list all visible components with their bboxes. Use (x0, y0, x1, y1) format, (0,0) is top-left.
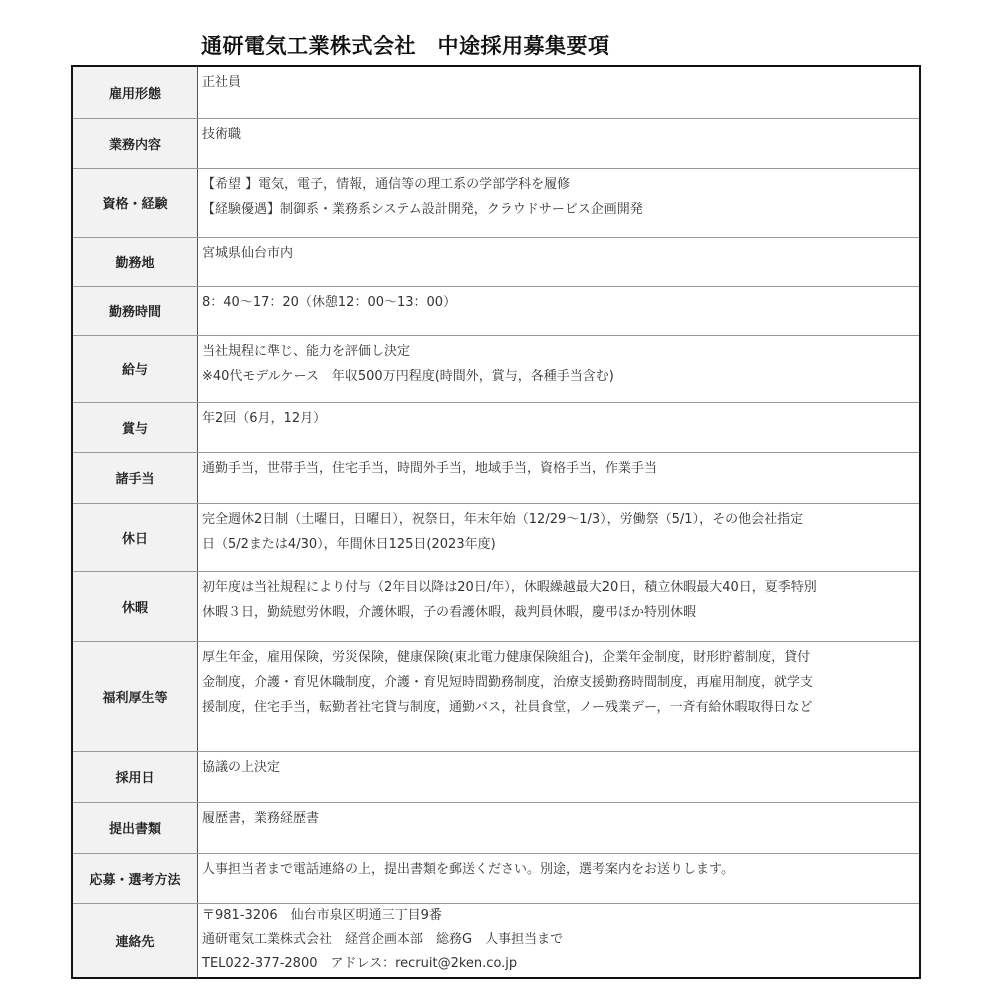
row-job-description (72, 118, 920, 168)
row-value (198, 402, 921, 452)
row-salary (72, 335, 920, 402)
row-label: 業務内容 (72, 118, 198, 168)
row-value (198, 641, 921, 751)
value-line: 厚生年金，雇用保険，労災保険，健康保険(東北電力健康保険組合)，企業年金制度，財形貯蓄制度，貸付 (202, 649, 811, 665)
value-line: 年2回（6月，12月） (202, 410, 327, 426)
row-value (198, 118, 921, 168)
row-work-hours (72, 286, 920, 335)
row-value (198, 903, 921, 978)
row-label: 給与 (72, 335, 198, 402)
value-line: 人事担当者まで電話連絡の上，提出書類を郵送ください。別途，選考案内をお送りします。 (202, 861, 734, 877)
row-label: 休日 (72, 503, 198, 571)
row-contact (72, 903, 920, 978)
row-label: 勤務地 (72, 237, 198, 286)
row-value (198, 571, 921, 641)
row-label: 諸手当 (72, 452, 198, 503)
value-line: 【希望 】電気，電子，情報，通信等の理工系の学部学科を履修 (202, 176, 571, 192)
value-line: 通勤手当，世帯手当，住宅手当，時間外手当，地域手当，資格手当，作業手当 (202, 460, 658, 476)
row-value (198, 503, 921, 571)
row-label: 福利厚生等 (72, 641, 198, 751)
value-line: 宮城県仙台市内 (202, 245, 294, 261)
value-line: 援制度，住宅手当，転勤者社宅貸与制度，通勤バス，社員食堂，ノー残業デー，一斉有給休暇取得日など (202, 699, 813, 715)
row-value (198, 853, 921, 903)
row-label: 雇用形態 (72, 66, 198, 118)
row-value (198, 66, 921, 118)
row-leave (72, 571, 920, 641)
row-bonus (72, 402, 920, 452)
value-line: 8：40～17：20（休憩12：00～13：00） (202, 294, 457, 310)
page-title: 通研電気工業株式会社 中途採用募集要項 (201, 34, 610, 58)
recruitment-table (71, 65, 921, 979)
row-label: 応募・選考方法 (72, 853, 198, 903)
row-employment-type (72, 66, 920, 118)
value-line: ※40代モデルケース 年収500万円程度(時間外，賞与，各種手当含む) (202, 368, 614, 384)
value-line: 金制度，介護・育児休職制度，介護・育児短時間勤務制度，治療支援勤務時間制度，再雇用制度，就学支 (202, 674, 814, 690)
row-label: 休暇 (72, 571, 198, 641)
value-line: 通研電気工業株式会社 経営企画本部 総務G 人事担当まで (202, 931, 564, 947)
row-allowances (72, 452, 920, 503)
row-value (198, 751, 921, 802)
row-value (198, 286, 921, 335)
row-value (198, 168, 921, 237)
row-label: 採用日 (72, 751, 198, 802)
value-line: 正社員 (202, 75, 242, 90)
value-line: 協議の上決定 (202, 759, 281, 775)
value-line: 技術職 (202, 126, 242, 142)
value-line: 〒981-3206 仙台市泉区明通三丁目9番 (202, 907, 442, 923)
row-label: 連絡先 (72, 903, 198, 978)
value-line: 日（5/2または4/30），年間休日125日(2023年度) (202, 536, 496, 552)
row-label: 資格・経験 (72, 168, 198, 237)
value-line: 履歴書，業務経歴書 (202, 810, 320, 826)
row-work-location (72, 237, 920, 286)
row-start-date (72, 751, 920, 802)
row-value (198, 452, 921, 503)
row-qualifications (72, 168, 920, 237)
row-documents (72, 802, 920, 853)
row-value (198, 335, 921, 402)
row-label: 勤務時間 (72, 286, 198, 335)
value-line: TEL022-377-2800 アドレス：recruit@2ken.co.jp (202, 955, 518, 971)
value-line: 初年度は当社規程により付与（2年目以降は20日/年），休暇繰越最大20日，積立休暇最大40日，夏季特別 (202, 579, 817, 595)
row-application-method (72, 853, 920, 903)
row-holidays (72, 503, 920, 571)
value-line: 完全週休2日制（土曜日，日曜日），祝祭日，年末年始（12/29～1/3），労働祭（5/1），その他会社指定 (202, 511, 804, 527)
value-line: 休暇３日，勤続慰労休暇，介護休暇，子の看護休暇，裁判員休暇，慶弔ほか特別休暇 (202, 604, 697, 620)
row-label: 提出書類 (72, 802, 198, 853)
row-value (198, 237, 921, 286)
row-value (198, 802, 921, 853)
value-line: 当社規程に準じ、能力を評価し決定 (202, 343, 411, 359)
row-label: 賞与 (72, 402, 198, 452)
value-line: 【経験優遇】制御系・業務系システム設計開発，クラウドサービス企画開発 (202, 201, 643, 217)
row-welfare (72, 641, 920, 751)
